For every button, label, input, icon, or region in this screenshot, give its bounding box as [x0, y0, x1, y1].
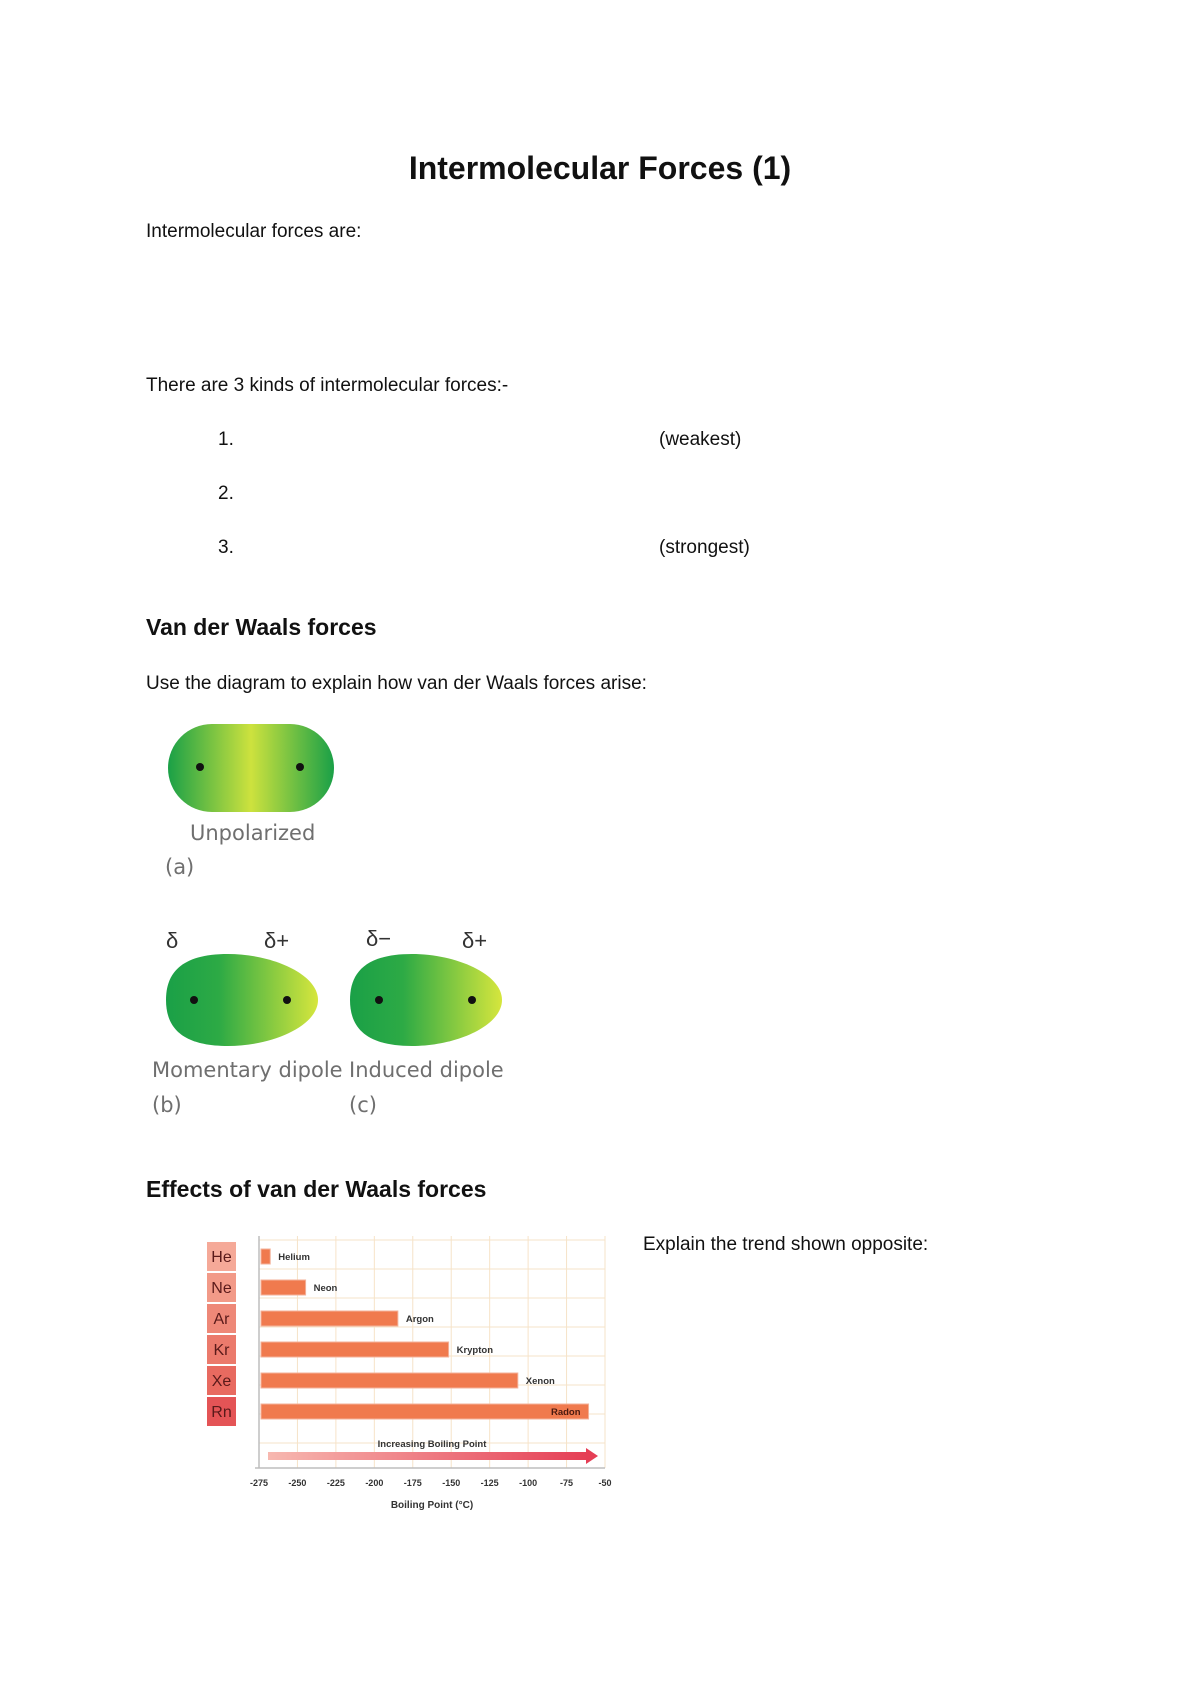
element-symbol: Xe [211, 1373, 232, 1390]
induced-dipole-molecule [350, 954, 502, 1046]
momentary-dipole-molecule [166, 954, 318, 1046]
letter-b: (b) [152, 1093, 182, 1117]
tick-label: -100 [519, 1478, 538, 1488]
bar-label: Argon [405, 1314, 434, 1325]
letter-c: (c) [349, 1093, 377, 1117]
section1-instruction: Use the diagram to explain how van der Waals forces arise: [146, 673, 647, 694]
bar [261, 1280, 306, 1295]
increasing-arrow [268, 1448, 598, 1464]
bar [261, 1404, 589, 1419]
bar-label: Radon [550, 1407, 581, 1418]
tick-label: -250 [288, 1478, 307, 1488]
unpolarized-molecule [168, 724, 334, 812]
element-symbol: He [211, 1249, 232, 1266]
caption-unpolarized: Unpolarized [190, 821, 316, 845]
kind-3-number: 3. [218, 537, 234, 558]
kind-2-number: 2. [218, 483, 234, 504]
intro-text: Intermolecular forces are: [146, 221, 362, 242]
bar [261, 1249, 270, 1264]
bar-label: Xenon [525, 1376, 555, 1387]
dipole-b-left-symbol: δ [166, 928, 179, 953]
element-symbol: Rn [211, 1404, 232, 1421]
boiling-point-chart [200, 1230, 630, 1520]
kind-3-note: (strongest) [659, 537, 750, 558]
caption-induced-dipole: Induced dipole [349, 1058, 504, 1082]
element-symbol: Ar [213, 1311, 230, 1328]
tick-label: -75 [560, 1478, 574, 1488]
arrow-label: Increasing Boiling Point [377, 1439, 487, 1450]
bar-label: Helium [278, 1252, 310, 1263]
tick-label: -275 [249, 1478, 269, 1488]
element-symbol: Kr [213, 1342, 230, 1359]
dipole-c-right-symbol: δ+ [462, 928, 488, 953]
page-title: Intermolecular Forces (1) [408, 150, 792, 186]
caption-momentary-dipole: Momentary dipole [152, 1058, 343, 1082]
kinds-intro-text: There are 3 kinds of intermolecular forces:- [146, 375, 509, 396]
x-axis-label: Boiling Point (°C) [390, 1500, 474, 1511]
bar-label: Krypton [456, 1345, 494, 1356]
kind-1-note: (weakest) [659, 429, 742, 450]
tick-label: -225 [326, 1478, 345, 1488]
element-symbols [207, 1242, 236, 1426]
tick-label: -125 [480, 1478, 499, 1488]
tick-label: -175 [403, 1478, 422, 1488]
bar [261, 1342, 449, 1357]
section1-heading: Van der Waals forces [146, 614, 377, 640]
bar-label: Neon [313, 1283, 338, 1294]
chart-bars [261, 1249, 589, 1419]
chart-ticks [250, 1478, 612, 1488]
section2-heading: Effects of van der Waals forces [146, 1176, 487, 1202]
bar [261, 1311, 398, 1326]
tick-label: -200 [365, 1478, 384, 1488]
dipole-b-right-symbol: δ+ [264, 928, 290, 953]
kind-1-number: 1. [218, 429, 234, 450]
section2-question: Explain the trend shown opposite: [643, 1234, 929, 1255]
dipole-c-left-symbol: δ− [366, 926, 392, 951]
tick-label: -150 [442, 1478, 461, 1488]
tick-label: -50 [598, 1478, 612, 1488]
letter-a: (a) [165, 855, 195, 879]
bar [261, 1373, 518, 1388]
element-symbol: Ne [211, 1280, 232, 1297]
